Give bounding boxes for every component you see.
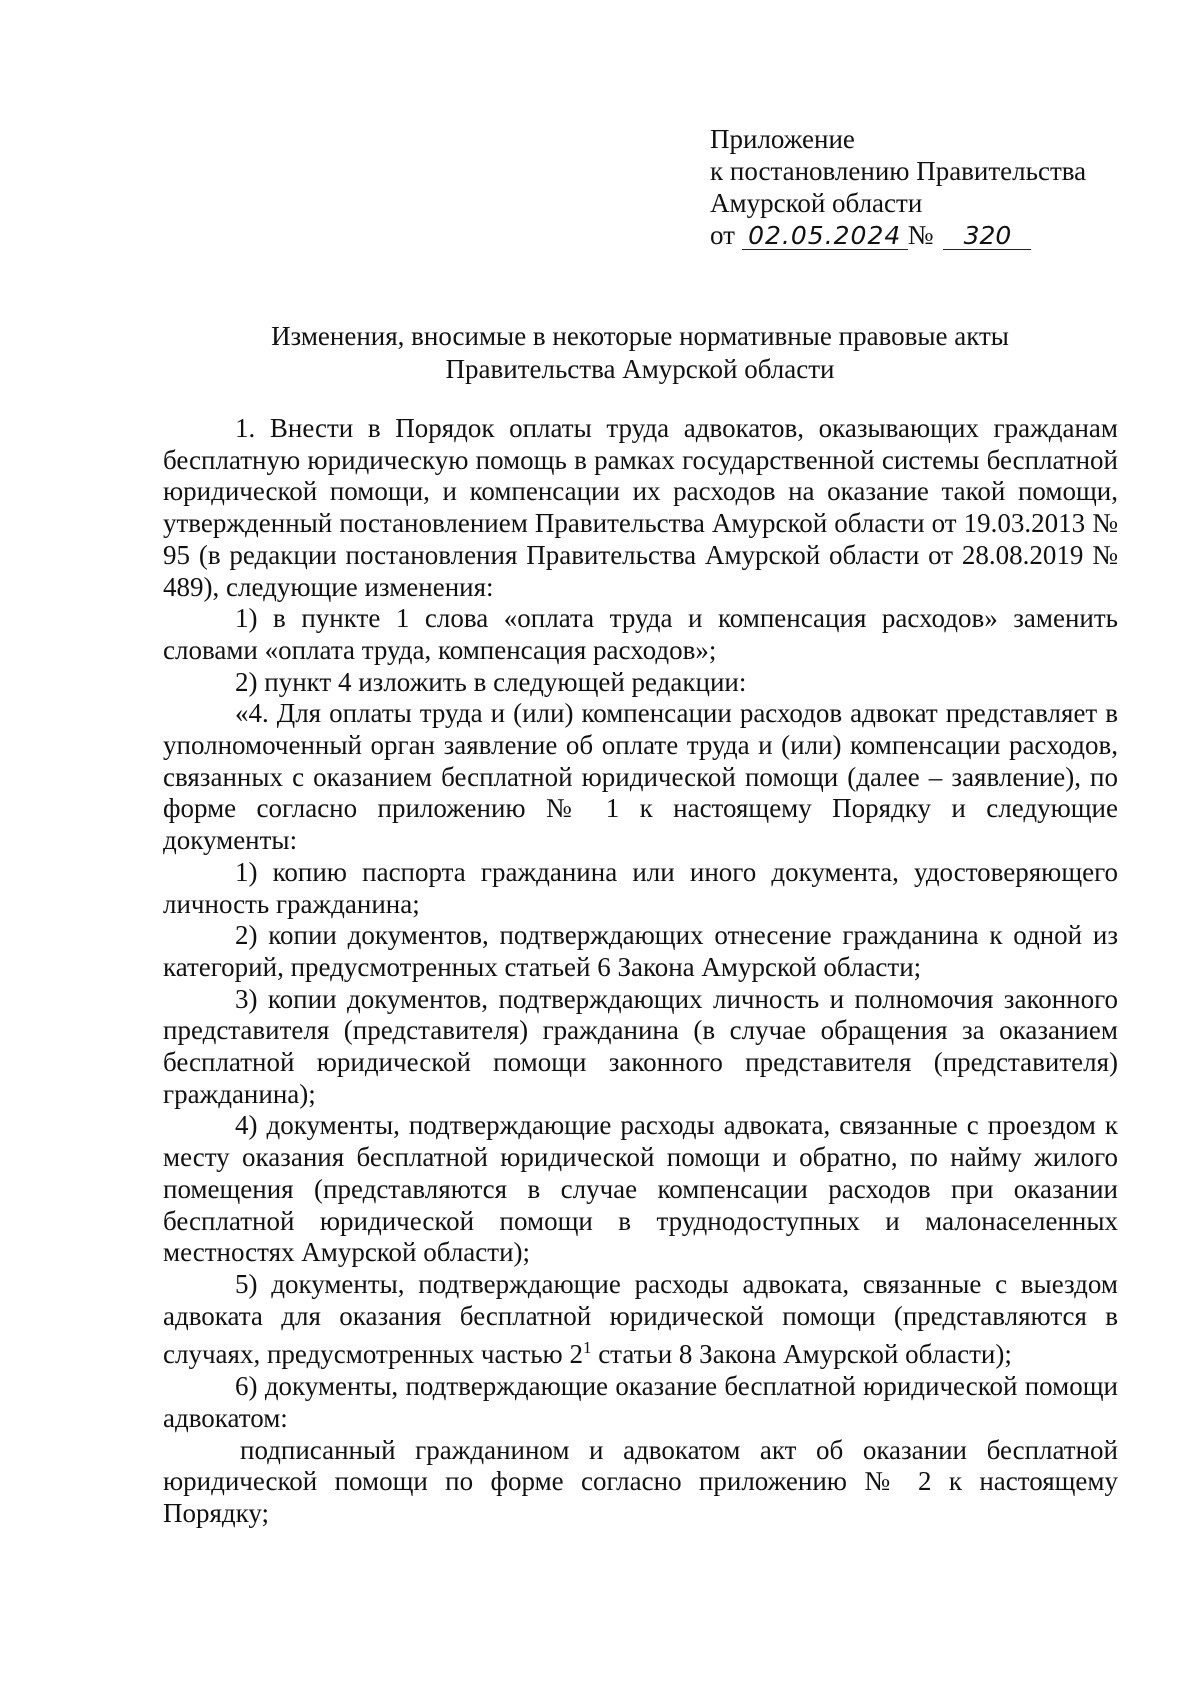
list-item-departure-text-b: статьи 8 Закона Амурской области); bbox=[591, 1339, 1012, 1370]
list-item-representative-docs: 3) копии документов, подтверждающих личность и полномочия законного представителя (представителя) гражданина (в случае обращения за оказанием бесплатной юридической помощи законного представителя (представителя) гражданина); bbox=[163, 983, 1118, 1109]
list-item-passport: 1) копию паспорта гражданина или иного документа, удостоверяющего личность гражданина; bbox=[163, 856, 1118, 919]
title-line-1: Изменения, вносимые в некоторые нормативные правовые акты bbox=[271, 321, 1009, 351]
annex-header bbox=[710, 123, 1086, 251]
list-item-departure-expenses bbox=[163, 1269, 1118, 1371]
from-label: от bbox=[710, 220, 735, 250]
list-item-travel-expenses: 4) документы, подтверждающие расходы адвоката, связанные с проездом к месту оказания бесплатной юридической помощи и обратно, по найму жилого помещения (представляются в случае компенсации расходов при оказании бесплатной юридической помощи в труднодоступных и малонаселенных местностях Амурской области); bbox=[163, 1110, 1118, 1268]
sub-item-signed-act: подписанный гражданином и адвокатом акт об оказании бесплатной юридической помощи по форме согласно приложению № 2 к настоящему Порядку; bbox=[163, 1434, 1118, 1528]
number-label: № bbox=[907, 220, 934, 250]
list-item-legal-aid-docs: 6) документы, подтверждающие оказание бесплатной юридической помощи адвокатом: bbox=[163, 1371, 1118, 1433]
paragraph-amendment-2: 2) пункт 4 изложить в следующей редакции: bbox=[235, 666, 747, 697]
document-body bbox=[163, 413, 1118, 1530]
title-line-2: Правительства Амурской области bbox=[445, 354, 835, 384]
paragraph-1: 1. Внести в Порядок оплаты труда адвокатов, оказывающих гражданам бесплатную юридическую помощь в рамках государственной системы бесплатной юридической помощи, и компенсации их расходов на оказание такой помощи, утвержденный постановлением Правительства Амурской области от 19.03.2013 № 95 (в редакции постановления Правительства Амурской области от 28.08.2019 № 489), следующие изменения: bbox=[163, 413, 1118, 602]
annex-date-number bbox=[710, 219, 1086, 251]
paragraph-amendment-1: 1) в пункте 1 слова «оплата труда и компенсация расходов» заменить словами «оплата труда, компенсация расходов»; bbox=[163, 603, 1118, 665]
paragraph-item-4: «4. Для оплаты труда и (или) компенсации расходов адвокат представляет в уполномоченный орган заявление об оплате труда и (или) компенсации расходов, связанных с оказанием бесплатной юридической помощи (далее – заявление), по форме согласно приложению № 1 к настоящему Порядку и следующие документы: bbox=[163, 698, 1118, 856]
superscript-one: 1 bbox=[582, 1338, 592, 1358]
annex-label: Приложение bbox=[710, 124, 855, 154]
list-item-category-docs: 2) копии документов, подтверждающих отнесение гражданина к одной из категорий, предусмотренных статьей 6 Закона Амурской области; bbox=[163, 920, 1118, 982]
document-title bbox=[165, 320, 1115, 386]
handwritten-number: 320 bbox=[943, 223, 1031, 250]
list-item-departure-text-a: 5) документы, подтверждающие расходы адвоката, связанные с выездом адвоката для оказания бесплатной юридической помощи (представляются в случаях, предусмотренных частью 2 bbox=[163, 1268, 1118, 1370]
handwritten-date: 02.05.2024 bbox=[742, 223, 908, 250]
annex-region: Амурской области bbox=[710, 188, 923, 218]
annex-resolution-ref: к постановлению Правительства bbox=[710, 156, 1087, 186]
